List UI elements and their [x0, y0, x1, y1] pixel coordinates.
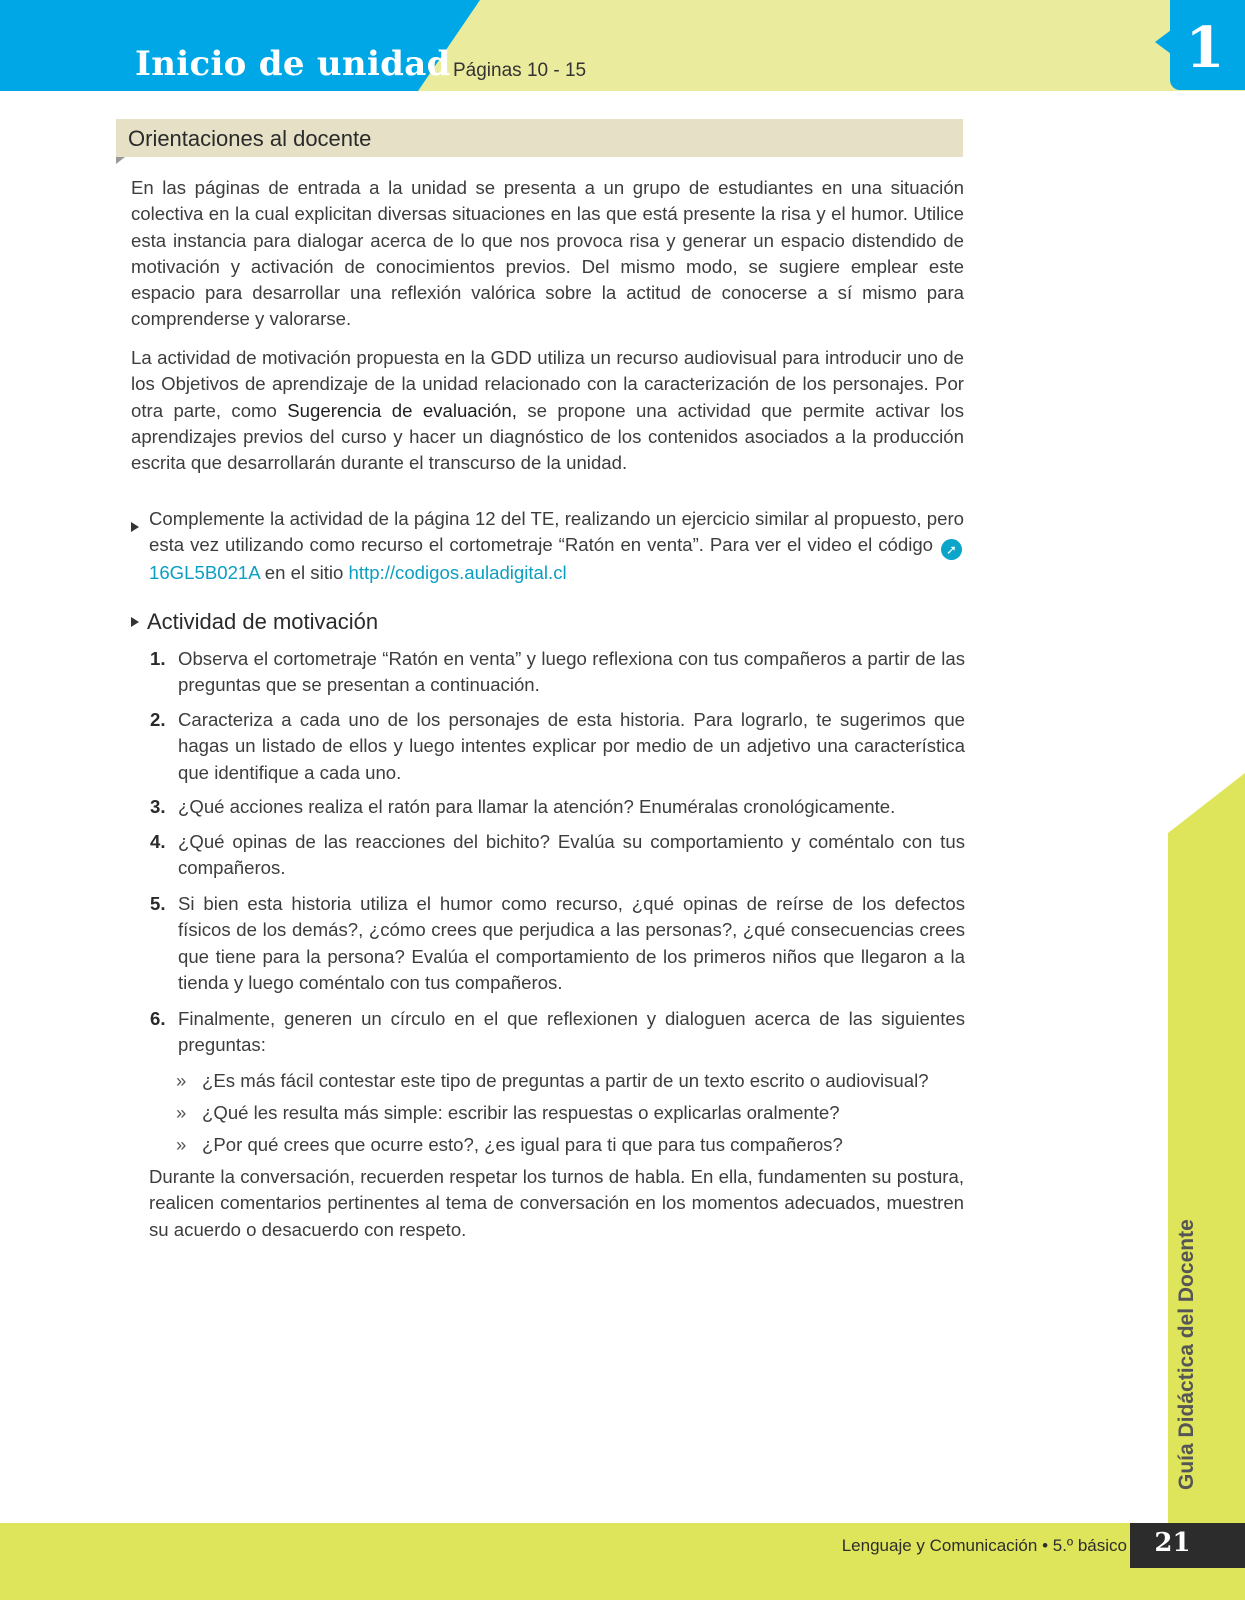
closing-paragraph: Durante la conversación, recuerden respetar los turnos de habla. En ella, fundamenten su postura, realicen comentarios pertinentes al tema de conversación en los momentos adecuados, muestren su acuerdo o desacuerdo con respeto.: [149, 1166, 964, 1240]
codes-url-link[interactable]: http://codigos.auladigital.cl: [348, 562, 567, 584]
unit-number: 1: [1185, 15, 1225, 81]
paragraph-activity-part-a: La actividad de motivación propuesta en la GDD utiliza un recurso audiovisual para introducir uno de los Objetivos de aprendizaje de la unidad relacionado con la caracterización de los personajes. Por otra parte, como: [131, 347, 964, 421]
footer-subject: Lenguaje y Comunicación • 5.º básico: [841, 1536, 1127, 1555]
video-code[interactable]: 16GL5B021A: [149, 562, 260, 584]
section-title: Orientaciones al docente: [128, 126, 372, 151]
list-item: 3. ¿Qué acciones realiza el ratón para llamar la atención? Enuméralas cronológicamente.: [150, 796, 896, 817]
list-item: 4. ¿Qué opinas de las reacciones del bichito? Evalúa su comportamiento y coméntalo con tus compañeros.: [150, 831, 965, 879]
link-arrow-icon: ➚: [941, 539, 962, 560]
complement-triangle-icon: [131, 515, 147, 541]
side-label: Guía Didáctica del Docente: [1175, 1219, 1198, 1490]
list-item: 5. Si bien esta historia utiliza el humor como recurso, ¿qué opinas de reírse de los defectos físicos de los demás?, ¿cómo crees que perjudica a las personas?, ¿qué consecuencias crees que tiene para la persona? Evalúa el comportamiento de los primeros niños que llegaron a la tienda y luego coméntalo con tus compañeros.: [150, 893, 965, 993]
activity-title: Actividad de motivación: [131, 609, 378, 635]
unit-tab-notch: [1155, 30, 1171, 54]
header-title: Inicio de unidad: [135, 44, 451, 84]
complement-text: Complemente la actividad de la página 12 del TE, realizando un ejercicio similar al propuesto, pero esta vez utilizando como recurso el cortometraje “Ratón en venta”. Para ver el video el código ➚ 16GL5B021A en el sitio http://codigos.auladigital.cl: [149, 508, 964, 584]
evaluation-suggestion-label: Sugerencia de evaluación,: [287, 399, 517, 421]
section-heading-corner: [116, 157, 125, 164]
paragraph-intro: En las páginas de entrada a la unidad se presenta a un grupo de estudiantes en una situación colectiva en la cual explicitan diversas situaciones en las que está presente la risa y el humor. Utilice esta instancia para dialogar acerca de lo que nos provoca risa y generar un espacio distendido de motivación y activación de conocimientos previos. Del mismo modo, se sugiere emplear este espacio para desarrollar una reflexión valórica sobre la actitud de conocerse a sí mismo para comprenderse y valorarse.: [131, 177, 964, 330]
complement-bullet: [131, 506, 964, 587]
list-item: 2. Caracteriza a cada uno de los personajes de esta historia. Para lograrlo, te sugerimos que hagas un listado de ellos y luego intentes explicar por medio de un adjetivo una característica que identifique a cada uno.: [150, 709, 965, 783]
paragraph-activity-part-b: se propone una actividad que permite activar los aprendizajes previos del curso y hacer un diagnóstico de los contenidos asociados a la producción escrita que desarrollarán durante el transcurso de la unidad.: [131, 399, 965, 474]
list-item: 6. Finalmente, generen un círculo en el que reflexionen y dialoguen acerca de las siguientes preguntas:: [150, 1008, 965, 1056]
page-number: 21: [1154, 1528, 1191, 1558]
sub-list-item: » ¿Es más fácil contestar este tipo de preguntas a partir de un texto escrito o audiovisual?: [176, 1070, 929, 1091]
sub-list-item: » ¿Por qué crees que ocurre esto?, ¿es igual para ti que para tus compañeros?: [176, 1134, 843, 1155]
footer-band: [0, 1523, 1245, 1600]
activity-triangle-icon: [131, 617, 139, 627]
paragraph-activity: [131, 345, 964, 476]
sub-list-item: » ¿Qué les resulta más simple: escribir las respuestas o explicarlas oralmente?: [176, 1102, 840, 1123]
header-pages: Páginas 10 - 15: [453, 60, 587, 81]
list-item: 1. Observa el cortometraje “Ratón en venta” y luego reflexiona con tus compañeros a partir de las preguntas que se presentan a continuación.: [150, 648, 965, 696]
